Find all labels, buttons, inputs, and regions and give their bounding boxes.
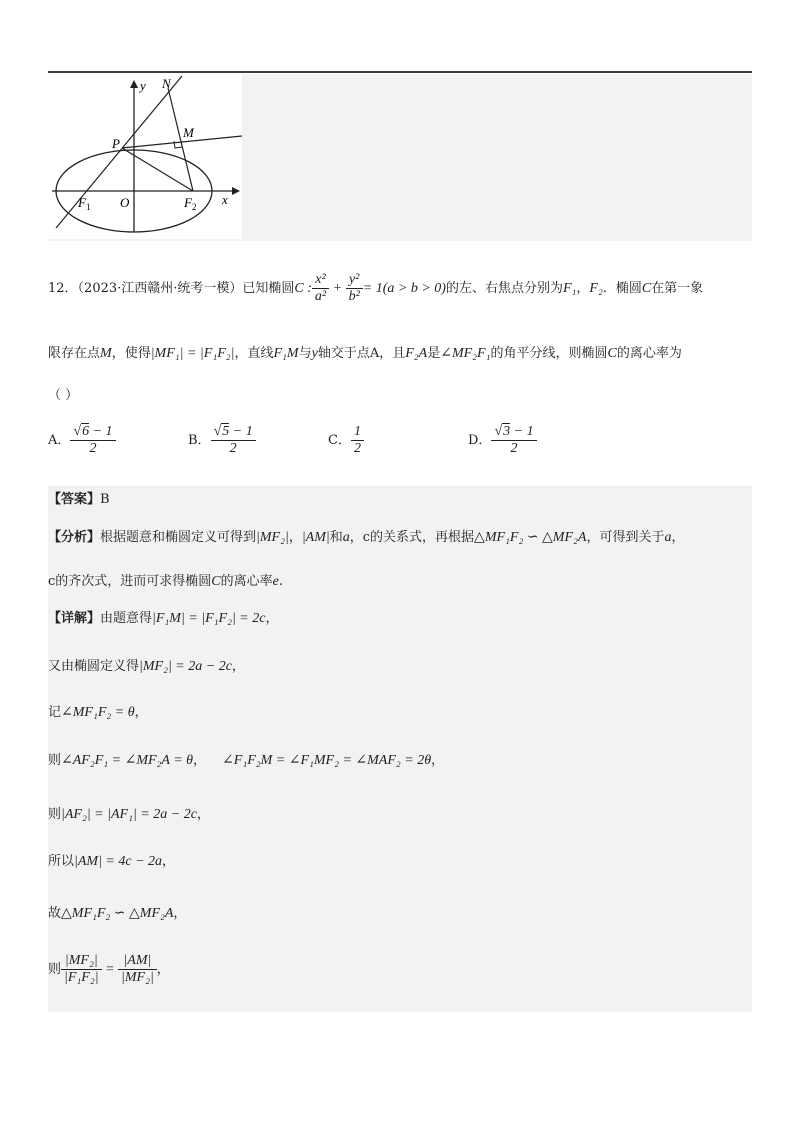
x-axis-arrow [232, 187, 240, 195]
label-n: N [162, 76, 171, 91]
label-y: y [140, 78, 146, 93]
analysis-line-1: 【分析】根据题意和椭圆定义可得到|MF₂|，|AM|和a，c的关系式，再根据△MF₁F₂ ∽ △MF₂A，可得到关于a， [48, 530, 685, 545]
option-b-frac: $\frac{√5 - 1}{2}$ [211, 424, 256, 457]
question-line-2: 限存在点M，使得|MF₁| = |F₁F₂|，直线F₁M与y轴交于点A，且F₂A是∠MF₂F₁的角平分线，则椭圆C的离心率为 [48, 346, 682, 361]
option-a-frac: $\frac{√6 - 1}{2}$ [70, 424, 115, 457]
line-f1-n [56, 76, 182, 228]
detail-line-1: 【详解】由题意得|F₁M| = |F₁F₂| = 2c， [48, 611, 279, 626]
ellipse-eq-c: C : [294, 281, 312, 296]
option-b[interactable]: B． $\frac{√5 - 1}{2}$ [188, 424, 256, 457]
step-8: 则 $\frac{\text{|MF₂|}}{\text{|F₁F₂|}}$ = $\frac{|AM|}{\text{|MF₂|}}$ ， [48, 953, 170, 985]
label-m: M [183, 125, 194, 140]
label-o: O [120, 195, 130, 210]
analysis-line-2: c的齐次式，进而可求得椭圆C的离心率e. [48, 574, 283, 589]
option-c-frac: $\frac{1}{2}$ [351, 424, 364, 457]
step-4: 则∠AF₂F₁ = ∠MF₂A = θ， ∠F₁F₂M = ∠F₁MF₂ = ∠MAF₂ = 2θ， [48, 753, 445, 768]
solution-panel [48, 486, 752, 1012]
eq-rest: = 1(a > b > 0) [362, 281, 446, 296]
label-f1: F [78, 195, 86, 210]
ellipse-figure [48, 74, 242, 239]
label-x: x [222, 192, 228, 207]
step-3: 记∠MF₁F₂ = θ， [48, 705, 148, 720]
ellipse-diagram [48, 74, 242, 239]
option-d-frac: $\frac{√3 - 1}{2}$ [491, 424, 536, 457]
question-source: 12．（2023·江西赣州·统考一模）已知椭圆 [48, 281, 295, 296]
eq-frac-y: $\frac{\text{y²}}{\text{b²}}$ [346, 272, 363, 305]
condition-eq: |MF₁| = |F₁F₂| [150, 346, 235, 361]
answer-line: 【答案】B [48, 492, 110, 507]
step-7: 故△MF₁F₂ ∽ △MF₂A， [48, 906, 187, 921]
label-f1-sub: 1 [86, 202, 91, 212]
option-a[interactable]: A． $\frac{√6 - 1}{2}$ [48, 424, 116, 457]
y-axis-arrow [130, 80, 138, 88]
step-5: 则|AF₂| = |AF₁| = 2a − 2c， [48, 807, 210, 822]
option-d[interactable]: D． $\frac{√3 - 1}{2}$ [468, 424, 537, 457]
label-f2-sub: 2 [192, 202, 197, 212]
label-p: P [112, 136, 120, 151]
line-p-f2 [122, 148, 193, 191]
ratio-right: $\frac{|AM|}{\text{|MF₂|}}$ [118, 953, 157, 986]
step-6: 所以|AM| = 4c − 2a， [48, 854, 176, 869]
ratio-left: $\frac{\text{|MF₂|}}{\text{|F₁F₂|}}$ [61, 953, 102, 986]
eq-frac-x: $\frac{\text{x²}}{\text{a²}}$ [312, 272, 329, 305]
label-f2: F [184, 195, 192, 210]
top-rule [48, 71, 752, 73]
option-c[interactable]: C． $\frac{1}{2}$ [328, 424, 364, 457]
answer-paren: （ ） [48, 388, 79, 403]
answer-value: B [100, 492, 110, 507]
question-line-1: 12．（2023·江西赣州·统考一模）已知椭圆C : $\frac{\text{x²}}{\text{a²}}$ + $\frac{\text{y²}}{\text{b²}}$ = 1(a > b > 0)的左、右焦点分别为F₁，F₂．椭圆C在第一象 [48, 272, 704, 304]
step-2: 又由椭圆定义得|MF₂| = 2a − 2c， [48, 659, 245, 674]
